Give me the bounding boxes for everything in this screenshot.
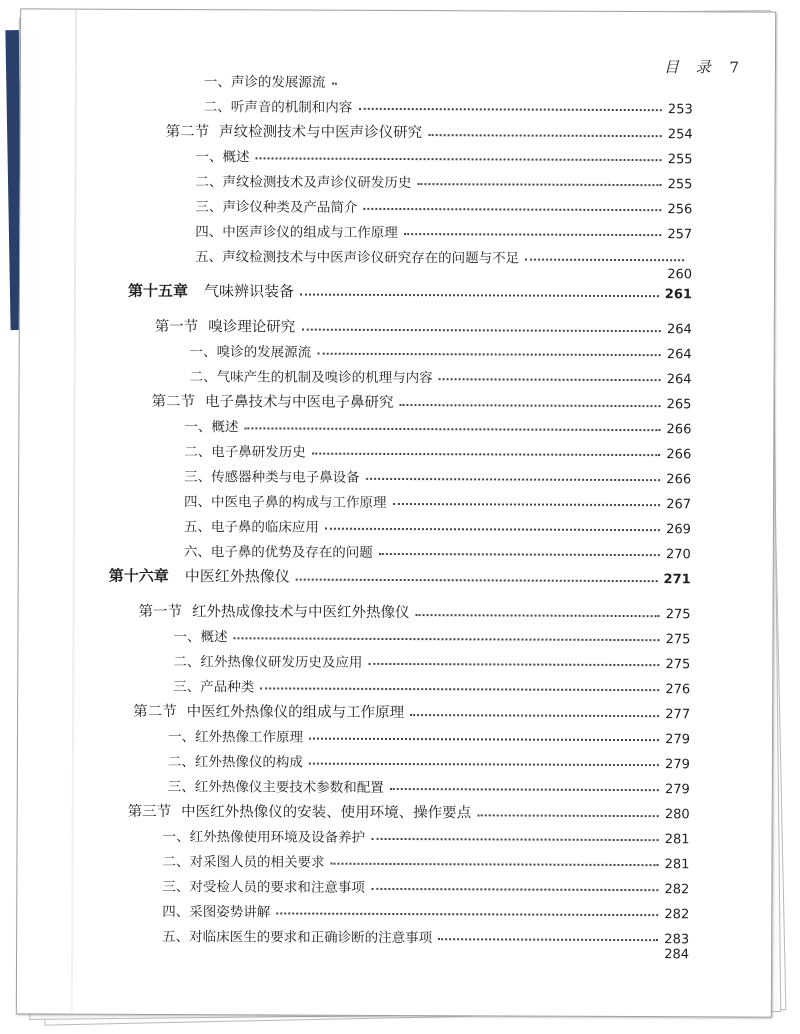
toc-page-number: 255 — [667, 177, 693, 193]
dot-leader — [325, 528, 660, 531]
dot-leader — [371, 888, 659, 891]
dot-leader — [309, 763, 659, 767]
toc-label — [184, 540, 373, 561]
toc-page-number: 275 — [665, 607, 691, 623]
toc-label — [166, 120, 423, 142]
dot-leader — [256, 157, 662, 161]
toc-prefix: 第二节 — [165, 123, 210, 141]
toc-page-number: 279 — [665, 757, 690, 773]
toc-label — [184, 440, 306, 461]
dot-leader — [363, 208, 661, 211]
toc-label — [128, 280, 294, 302]
toc-prefix: 第十六章 — [108, 566, 169, 586]
toc-label — [184, 415, 238, 435]
toc-title: 三、对受检人员的要求和注意事项 — [162, 878, 365, 896]
toc-section — [166, 120, 693, 143]
toc-label — [162, 900, 270, 920]
toc-title: 五、声纹检测技术与中医声诊仪研究存在的问题与不足 — [195, 249, 520, 267]
toc-page-number: 281 — [664, 832, 690, 848]
toc-label — [173, 675, 254, 695]
toc-page-number: 279 — [665, 732, 691, 748]
toc-page-number: 254 — [667, 127, 693, 143]
toc-page-number: 266 — [666, 447, 692, 463]
toc-section — [133, 700, 690, 723]
dot-leader — [276, 912, 658, 916]
toc-title: 一、红外热像使用环境及设备养护 — [162, 828, 366, 846]
toc-title: 红外热成像技术与中医红外热像仪 — [192, 604, 410, 622]
toc-title: 中医红外热像仪 — [184, 567, 290, 586]
dot-leader — [410, 714, 659, 717]
dot-leader — [417, 183, 661, 186]
toc-page-number: 264 — [666, 322, 692, 338]
toc-entry — [620, 267, 692, 282]
toc-entry — [184, 415, 691, 437]
dot-leader — [368, 663, 659, 666]
toc-title: 四、中医声诊仪的组成与工作原理 — [195, 224, 398, 242]
toc-label — [195, 195, 357, 216]
dot-leader — [428, 134, 662, 137]
toc-label — [162, 925, 432, 946]
toc-title: 六、电子鼻的优势及存在的问题 — [183, 544, 373, 561]
toc-label — [162, 875, 365, 896]
toc-title: 三、声诊仪种类及产品简介 — [195, 199, 358, 216]
toc-prefix: 第三节 — [127, 803, 172, 821]
toc-entry — [168, 775, 690, 797]
dot-leader — [399, 404, 660, 407]
dot-leader — [331, 83, 335, 85]
toc-label — [195, 245, 519, 266]
toc-title: 四、中医电子鼻的构成与工作原理 — [184, 494, 387, 511]
toc-page-number: 265 — [666, 397, 692, 413]
toc-title: 一、嗅诊的发展源流 — [189, 344, 312, 361]
toc-label — [196, 145, 250, 165]
toc-title: 中医红外热像仪的安装、使用环境、操作要点 — [181, 804, 472, 822]
dot-leader — [358, 108, 662, 111]
toc-label — [190, 365, 433, 386]
toc-title: 四、采图姿势讲解 — [162, 903, 271, 921]
toc-title: 中医红外热像仪的组成与工作原理 — [186, 704, 405, 722]
dot-leader — [260, 687, 659, 691]
dot-leader — [312, 453, 661, 457]
toc-prefix: 第二节 — [133, 703, 177, 721]
toc-label — [184, 490, 387, 511]
toc-page — [16, 8, 776, 1017]
toc-label — [195, 170, 411, 191]
toc-page-number: 283 — [664, 932, 690, 948]
toc-entry — [184, 490, 691, 512]
dot-leader — [317, 353, 661, 356]
toc-title: 二、听声音的机制和内容 — [203, 99, 353, 116]
toc-label — [195, 220, 398, 241]
toc-title: 五、电子鼻的临床应用 — [183, 519, 319, 536]
toc-entry — [204, 95, 693, 117]
toc-prefix: 第一节 — [138, 603, 183, 621]
toc-title: 气味辨识装备 — [203, 282, 295, 301]
toc-page-number: 276 — [665, 682, 691, 698]
dot-leader — [390, 788, 659, 791]
toc-page-number: 255 — [667, 152, 693, 168]
toc-page-number: 253 — [667, 102, 693, 118]
toc-title: 二、电子鼻研发历史 — [184, 444, 306, 461]
toc-entry — [162, 875, 689, 897]
toc-label — [173, 650, 362, 671]
toc-section — [128, 800, 690, 823]
dot-leader — [404, 233, 662, 236]
running-head-title: 目 录 — [663, 58, 717, 77]
dot-leader — [309, 738, 659, 742]
toc-title: 一、红外热像工作原理 — [167, 729, 304, 746]
toc-title: 一、概述 — [184, 419, 239, 436]
toc-page-number: 264 — [666, 372, 692, 388]
toc-label — [184, 515, 319, 536]
toc-entry — [162, 925, 689, 947]
dot-leader — [300, 293, 659, 297]
page-number: 7 — [729, 58, 739, 77]
toc-entry — [184, 540, 691, 562]
dot-leader — [379, 553, 660, 556]
toc-title: 二、气味产生的机制及嗅诊的机理与内容 — [189, 369, 433, 387]
toc-prefix: 第一节 — [154, 318, 199, 336]
toc-label — [155, 315, 296, 337]
toc-section — [139, 600, 691, 623]
toc-entry — [168, 725, 690, 747]
toc-page-number: 266 — [666, 472, 692, 488]
toc-title: 三、传感器种类与电子鼻设备 — [184, 469, 360, 486]
toc-page-number: 261 — [664, 287, 692, 303]
toc-label — [190, 340, 312, 361]
toc-entry — [195, 245, 690, 267]
toc-label — [151, 390, 393, 412]
toc-entry — [195, 170, 692, 192]
dot-leader — [439, 378, 661, 381]
dot-leader — [366, 478, 661, 481]
toc-title: 二、红外热像仪的构成 — [167, 754, 303, 771]
toc-entry — [173, 675, 690, 697]
toc-label — [162, 850, 324, 871]
toc-entry — [184, 440, 691, 462]
toc-title: 电子鼻技术与中医电子鼻研究 — [204, 394, 394, 411]
toc-page-number: 275 — [665, 632, 691, 648]
dot-leader — [296, 578, 658, 582]
toc-label — [168, 750, 303, 771]
toc-entry — [195, 220, 692, 242]
toc-label — [128, 800, 472, 822]
toc-title: 嗅诊理论研究 — [208, 319, 296, 336]
toc-entry — [196, 145, 693, 167]
dot-leader — [371, 838, 659, 841]
toc-label — [204, 70, 326, 91]
toc-prefix: 第二节 — [151, 393, 196, 411]
toc-label — [168, 725, 303, 746]
toc-page-number: 260 — [667, 267, 693, 283]
toc-label — [109, 565, 290, 587]
toc-entry — [190, 365, 692, 387]
toc-title: 五、对临床医生的要求和正确诊断的注意事项 — [162, 928, 433, 947]
dot-leader — [438, 938, 658, 941]
toc-entry — [173, 625, 690, 647]
toc-title: 二、声纹检测技术及声诊仪研发历史 — [195, 174, 412, 192]
toc-entry — [173, 650, 690, 672]
toc-page-number: 256 — [667, 202, 693, 218]
toc-page-number: 267 — [666, 497, 692, 513]
toc-page-number: 277 — [665, 707, 691, 723]
toc-page-number: 264 — [666, 347, 692, 363]
toc-page-number: 275 — [665, 657, 691, 673]
toc-label — [173, 625, 227, 645]
toc-title: 声纹检测技术与中医声诊仪研究 — [219, 124, 423, 142]
toc-entry — [162, 900, 689, 922]
toc-entry — [168, 750, 690, 772]
toc-page-number: 280 — [664, 807, 690, 823]
toc-entry — [184, 465, 691, 487]
toc-entry — [204, 70, 341, 91]
toc-section — [151, 390, 691, 413]
toc-entry — [190, 340, 692, 362]
toc-label — [133, 700, 404, 722]
toc-page-number: 281 — [664, 857, 690, 873]
toc-page-number: 279 — [664, 782, 690, 798]
toc-page-number: 269 — [666, 522, 691, 538]
toc-page-number: 257 — [667, 227, 693, 243]
toc-page-number: 284 — [664, 947, 690, 963]
dot-leader — [525, 259, 684, 262]
toc-title: 三、产品种类 — [173, 679, 255, 696]
toc-entry — [162, 850, 689, 872]
toc-page-number: 266 — [666, 422, 692, 438]
toc-entry — [163, 825, 690, 847]
running-head — [664, 56, 739, 77]
toc-entry — [617, 947, 689, 962]
toc-title: 二、红外热像仪研发历史及应用 — [173, 654, 363, 671]
toc-title: 一、概述 — [195, 149, 250, 166]
toc-page-number: 282 — [664, 882, 690, 898]
dot-leader — [244, 427, 660, 431]
toc-page-number: 282 — [664, 907, 690, 923]
toc-chapter — [109, 565, 691, 589]
toc-label — [163, 825, 366, 846]
toc-section — [155, 315, 692, 338]
toc-title: 二、对采图人员的相关要求 — [162, 853, 325, 871]
toc-label — [184, 465, 360, 486]
toc-prefix: 第十五章 — [127, 281, 189, 301]
toc-entry — [195, 195, 692, 217]
dot-leader — [393, 503, 661, 506]
toc-page-number: 271 — [663, 572, 691, 588]
toc-title: 三、红外热像仪主要技术参数和配置 — [167, 779, 384, 796]
dot-leader — [416, 614, 660, 617]
toc-entry — [184, 515, 691, 537]
dot-leader — [233, 637, 659, 641]
dot-leader — [477, 814, 659, 817]
toc-title: 一、概述 — [173, 629, 228, 646]
toc-title: 一、声诊的发展源流 — [203, 74, 326, 91]
toc-chapter — [128, 280, 692, 303]
toc-label — [168, 775, 384, 796]
toc-page-number: 270 — [665, 547, 691, 563]
toc-label — [139, 600, 410, 622]
page-gutter — [71, 10, 77, 1014]
toc-label — [204, 95, 353, 116]
dot-leader — [301, 328, 661, 332]
dot-leader — [330, 863, 658, 866]
